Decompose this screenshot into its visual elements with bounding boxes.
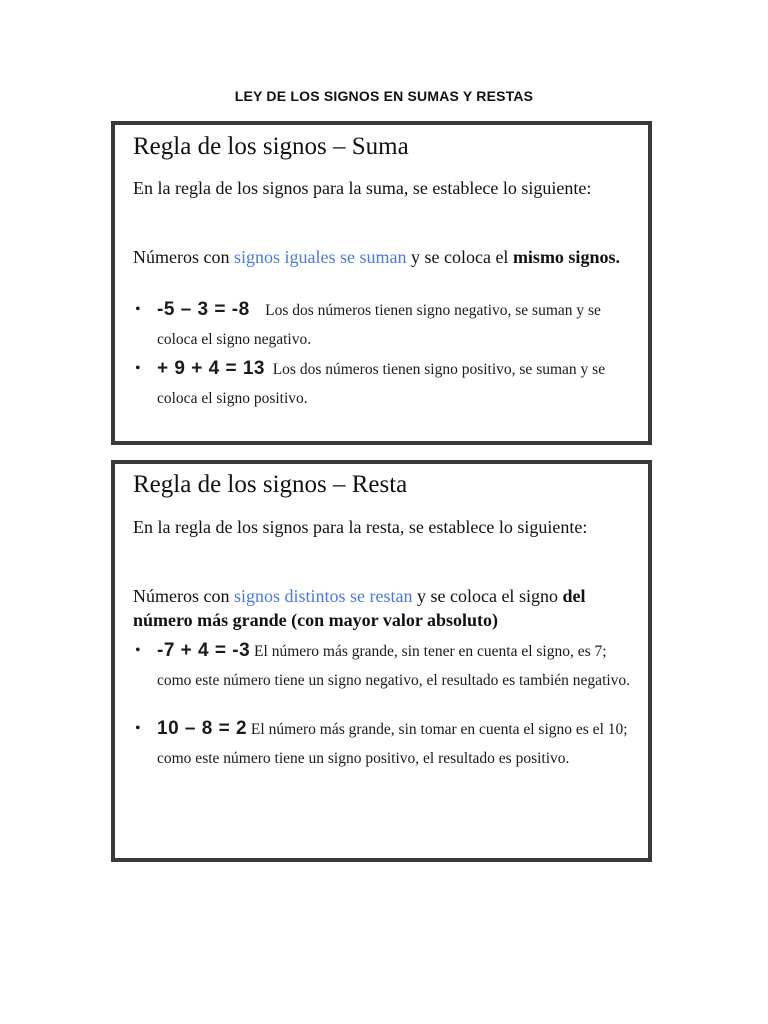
suma-example-text: Los dos números tienen signo negativo, se suman y se coloca el signo negativo. — [157, 302, 601, 348]
resta-rule-statement — [133, 584, 636, 632]
suma-rule-prefix: Números con — [133, 247, 234, 267]
resta-rule-middle: y se coloca el signo — [412, 586, 563, 606]
suma-rule-card — [111, 121, 652, 445]
suma-card-title: Regla de los signos – Suma — [133, 133, 409, 160]
suma-example — [133, 295, 636, 354]
suma-example — [133, 354, 636, 413]
resta-example-equation: 10 – 8 = 2 — [157, 718, 248, 739]
resta-rule-card — [111, 460, 652, 862]
suma-rule-bold: mismo signos. — [512, 247, 620, 267]
suma-rule-highlight: signos iguales se suman — [233, 247, 407, 267]
bullet-marker: • — [135, 720, 141, 737]
resta-example-equation: -7 + 4 = -3 — [157, 640, 251, 661]
resta-rule-prefix: Números con — [133, 586, 234, 606]
resta-example-text: El número más grande, sin tomar en cuenta el signo es el 10; como este número tiene un signo positivo, el resultado es positivo. — [157, 721, 628, 767]
resta-example — [133, 714, 636, 773]
bullet-marker: • — [135, 360, 141, 377]
resta-example-text: El número más grande, sin tener en cuenta el signo, es 7; como este número tiene un signo negativo, el resultado es también negativo. — [157, 643, 631, 689]
suma-rule-middle: y se coloca el — [406, 247, 513, 267]
suma-example-equation: -5 – 3 = -8 — [157, 299, 250, 320]
resta-examples-list — [133, 636, 636, 773]
resta-example — [133, 636, 636, 695]
suma-example-equation: + 9 + 4 = 13 — [157, 358, 265, 379]
resta-rule-bold: del número más grande (con mayor valor absoluto) — [133, 586, 586, 630]
bullet-marker: • — [135, 301, 141, 318]
suma-intro-text: En la regla de los signos para la suma, se establece lo siguiente: — [133, 178, 592, 198]
resta-card-title: Regla de los signos – Resta — [133, 471, 408, 498]
page-title: LEY DE LOS SIGNOS EN SUMAS Y RESTAS — [234, 88, 534, 104]
suma-example-text: Los dos números tienen signo positivo, se suman y se coloca el signo positivo. — [157, 361, 606, 407]
resta-rule-highlight: signos distintos se restan — [233, 586, 413, 606]
bullet-marker: • — [135, 642, 141, 659]
resta-intro-text: En la regla de los signos para la resta, se establece lo siguiente: — [133, 517, 588, 537]
suma-rule-statement — [133, 245, 636, 269]
suma-examples-list — [133, 295, 636, 413]
